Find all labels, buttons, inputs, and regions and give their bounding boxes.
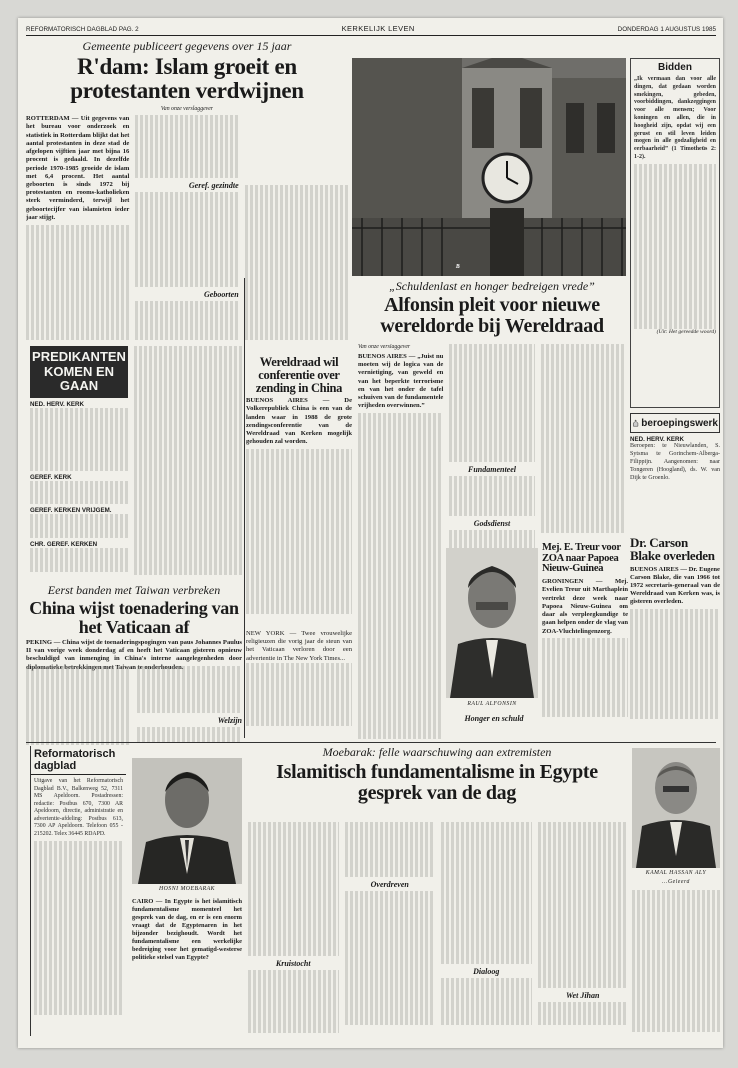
predikanten-sub-chrgeref: CHR. GEREF. KERKEN: [30, 541, 98, 549]
egypt-subhead-overdreven: Overdreven: [370, 880, 409, 890]
masthead: [26, 22, 716, 36]
wereldraad-lead: BUENOS AIRES — De Volkerepubliek China is een van de landen waar in 1988 de grote zendingsconferentie van de Wereldraad van Kerken mogelijk gehouden zal worden.: [246, 397, 352, 446]
egypt-body-9: [632, 890, 720, 1032]
ny-body: [246, 663, 352, 726]
egypt-body-7: [538, 822, 629, 988]
china-body: [26, 666, 242, 746]
china-lead: PEKING — China wijst de toenaderingspogingen van paus Johannes Paulus II van vorige week donderdag af en heeft het Vaticaan gisteren opnieuw beschuldigd van inmenging in China's interne aangelegenheden door diplomatieke betrekkingen met Taiwan te onderhouden.: [26, 638, 242, 671]
egypt-headline: Islamitisch fundamentalisme in Egypte gesprek van de dag: [276, 761, 598, 804]
china-kicker: Eerst banden met Taiwan verbreken: [47, 584, 221, 597]
egypt-kicker: Moebarak: felle waarschuwing aan extremisten: [322, 746, 552, 759]
alfonsin-body-3: [449, 476, 534, 515]
beroepingswerk-title: beroepingswerk: [641, 417, 718, 429]
zoa-lead: GRONINGEN — Mej. Evelien Treur uit Marthaplein vertrekt deze week naar Papoea Nieuw-Guinea om daar als verpleegkundige te gaan helpen onder de vlag van ZOA-Vluchtelingenzorg.: [542, 578, 628, 635]
ref-dagblad-fineprint: [31, 841, 126, 1015]
alfonsin-body-5: [541, 344, 626, 533]
predikanten-body-4: [30, 548, 128, 572]
photo-caption-letter: B: [455, 264, 461, 270]
egypt-heading: [246, 746, 628, 816]
ref-dagblad-info: Uitgave van het Reformatorisch Dagblad B.V., Balkenweg 52, 7311 MS Apeldoorn. Postadressen: redactie: Postbus 670, 7300 AR Apeldoorn, directie, administratie en advertentie-afdeling: Postbus 613, 7300 AP Apeldoorn. Telefoon 055 - 215202. Telex 36445 RDAPD.: [34, 778, 123, 837]
predikanten-sub-geref: GEREF. KERK: [30, 473, 72, 481]
alfonsin-subhead-godsdienst: Godsdienst: [473, 518, 511, 528]
alfonsin-byline: Van onze verslaggever: [358, 344, 411, 350]
rotterdam-body-col2b: [135, 192, 238, 287]
egypt-body-6: [441, 978, 532, 1025]
egypt-subhead-kruistocht: Kruistocht: [275, 959, 311, 969]
section-title: KERKELIJK LEVEN: [341, 24, 415, 33]
section-divider: [26, 742, 716, 743]
ref-dagblad-title: Reformatorisch dagblad: [31, 746, 126, 775]
rotterdam-subhead-geref: Geref. gezindte: [188, 181, 239, 191]
china-headline: China wijst toenadering van het Vaticaan af: [29, 598, 239, 637]
kamal-illustration: [632, 748, 720, 868]
carson-article: [630, 536, 720, 726]
alfonsin-headline: Alfonsin pleit voor nieuwe wereldorde bij Wereldraad: [380, 294, 604, 337]
alfonsin-lead: BUENOS AIRES — „Juist nu moeten wij de logica van de vernietiging, van geweld en van het beperkte terrorisme en van het onder de tafel schuiven van de fundamentele vrijheden overwinnen.”: [358, 353, 444, 410]
rotterdam-body-col2: [135, 115, 238, 178]
rotterdam-subhead-geboorten: Geboorten: [203, 289, 239, 299]
zoa-headline: Mej. E. Treur voor ZOA naar Papoea Nieuw-Guinea: [542, 543, 621, 575]
portrait-illustration: [446, 548, 538, 698]
wereldraad-article: [246, 356, 352, 626]
beroepingswerk-subhead: NED. HERV. KERK: [630, 436, 684, 443]
carson-lead: BUENOS AIRES — Dr. Eugene Carson Blake, die van 1966 tot 1972 secretaris-generaal van de Wereldraad van Kerken was, is gisteren overleden.: [630, 565, 720, 606]
alfonsin-body-1: [358, 413, 443, 739]
alfonsin-kicker: „Schuldenlast en honger bedreigen vrede”: [389, 280, 595, 293]
newspaper-page: [18, 18, 723, 1048]
egypt-body-8: [538, 1002, 629, 1026]
china-body-1: [26, 666, 131, 745]
bidden-title: Bidden: [658, 62, 692, 73]
rotterdam-article: [26, 40, 348, 340]
alfonsin-body-2: [449, 344, 534, 462]
alfonsin-caption: RAUL ALFONSIN: [467, 701, 517, 707]
egypt-body-5: [441, 822, 532, 964]
ref-dagblad-box: [30, 746, 126, 1036]
masthead-date: DONDERDAG 1 AUGUSTUS 1985: [617, 26, 716, 33]
bidden-quote: „Ik vermaan dan voor alle dingen, dat gedaan worden smekingen, gebeden, voorbiddingen, dankzeggingen voor alle mensen; Voor koningen en allen, die in hoogheid zijn, opdat wij een gerust en stil leven leiden mogen in alle godzaligheid en eerbaarheid” (1 Timotheüs 2: 1-2).: [634, 76, 716, 160]
moebarak-illustration: [132, 758, 242, 884]
predikanten-sub-herv: NED. HERV. KERK: [30, 400, 84, 408]
predikanten-box: [30, 346, 128, 581]
rotterdam-headline: R'dam: Islam groeit en protestanten verdwijnen: [70, 54, 304, 103]
moebarak-photo: [132, 758, 242, 884]
kamal-photo: [632, 748, 720, 868]
bidden-signature: (Uit: Het gereedde woord): [656, 329, 716, 336]
rotterdam-body-col3: [245, 185, 348, 340]
alfonsin-photo: [446, 548, 538, 698]
predikanten-title: PREDIKANTEN KOMEN EN GAAN: [30, 346, 128, 398]
bidden-box: [630, 58, 720, 408]
egypt-lead-column: [132, 898, 242, 1038]
church-photo: [352, 58, 626, 276]
kamal-caption: KAMAL HASSAN ALY: [645, 870, 707, 876]
column-rule: [244, 278, 245, 738]
predikanten-body-3: [30, 514, 128, 538]
alfonsin-subhead-fundamenteel: Fundamenteel: [467, 465, 516, 475]
egypt-lead: CAIRO — In Egypte is het islamitisch fundamentalisme momenteel het gesprek van de dag, en er is een enorm vraagt dat de Egyptenaren in het bijzonder bezighoudt. Wordt het fundamentalisme een werkelijke bedreiging voor het gematigd-westerse politieke stelsel van Egypte?: [132, 898, 242, 961]
masthead-left: REFORMATORISCH DAGBLAD PAG. 2: [26, 26, 139, 33]
kamal-caption-sub: ...Geleerd: [662, 879, 690, 885]
wereldraad-headline: Wereldraad wil conferentie over zending in China: [255, 356, 343, 395]
rotterdam-body-col1: [26, 225, 129, 340]
egypt-body: [248, 822, 628, 1038]
egypt-body-2: [248, 970, 339, 1033]
ny-article: [246, 630, 352, 740]
ny-lead: NEW YORK — Twee vrouwelijke religieuzen die vorig jaar de steun van het Vaticaan verloren door een advertentie in The New York Times...: [246, 630, 352, 662]
predikanten-body-1: [30, 408, 128, 471]
egypt-right-column: [632, 890, 720, 1040]
church-icon: [632, 415, 639, 431]
church-illustration: [352, 58, 626, 276]
egypt-subhead-dialoog: Dialoog: [473, 967, 500, 977]
bidden-body: [634, 164, 716, 330]
alfonsin-subhead-honger: Honger en schuld: [464, 714, 524, 723]
predikanten-sub-vrijgem: GEREF. KERKEN VRIJGEM.: [30, 507, 112, 515]
zoa-article: [542, 543, 628, 738]
alfonsin-heading: [358, 280, 626, 340]
egypt-subhead-wet-jihan: Wet Jihan: [566, 990, 600, 1000]
zoa-body: [542, 638, 628, 717]
rotterdam-continued: [134, 346, 242, 581]
wereldraad-body: [246, 449, 352, 615]
carson-headline: Dr. Carson Blake overleden: [630, 536, 715, 564]
china-body-2: [137, 666, 242, 713]
beroepingswerk-text: Beroepen: te Nieuwlanden, S. Sytsma te Gorinchem-Alberga-Filippijn. Aangenomen: naar Tongeren (Hoogland), ds. W. van Dijk te Groenlo.: [630, 443, 720, 481]
egypt-body-3: [345, 822, 436, 877]
predikanten-body-2: [30, 481, 128, 505]
rotterdam-byline: Van onze verslaggever: [160, 106, 214, 113]
carson-body: [630, 609, 720, 719]
rotterdam-lead: ROTTERDAM — Uit gegevens van het bureau voor onderzoek en statistiek in Rotterdam blijkt dat het aantal protestanten in deze stad de afgelopen vijftien jaar met bijna 16 procent is gedaald. In dezelfde periode 1970-1985 groeide de islam met 6,4 procent. Het aantal geboorten is sinds 1972 bij protestanten en rooms-katholieken sterk verminderd, terwijl het geboortecijfer van islamieten ieder jaar stijgt.: [26, 115, 130, 221]
rotterdam-body-col2c: [135, 301, 238, 340]
egypt-body-4: [345, 891, 436, 1025]
moebarak-caption: HOSNI MOEBARAK: [158, 886, 216, 892]
rotterdam-body-col4: [134, 346, 242, 575]
china-body-3: [137, 727, 242, 743]
egypt-body-1: [248, 822, 339, 956]
rotterdam-kicker: Gemeente publiceert gegevens over 15 jaar: [82, 40, 292, 53]
beroepingswerk-section: [630, 413, 720, 533]
china-subhead-welzijn: Welzijn: [217, 716, 242, 726]
